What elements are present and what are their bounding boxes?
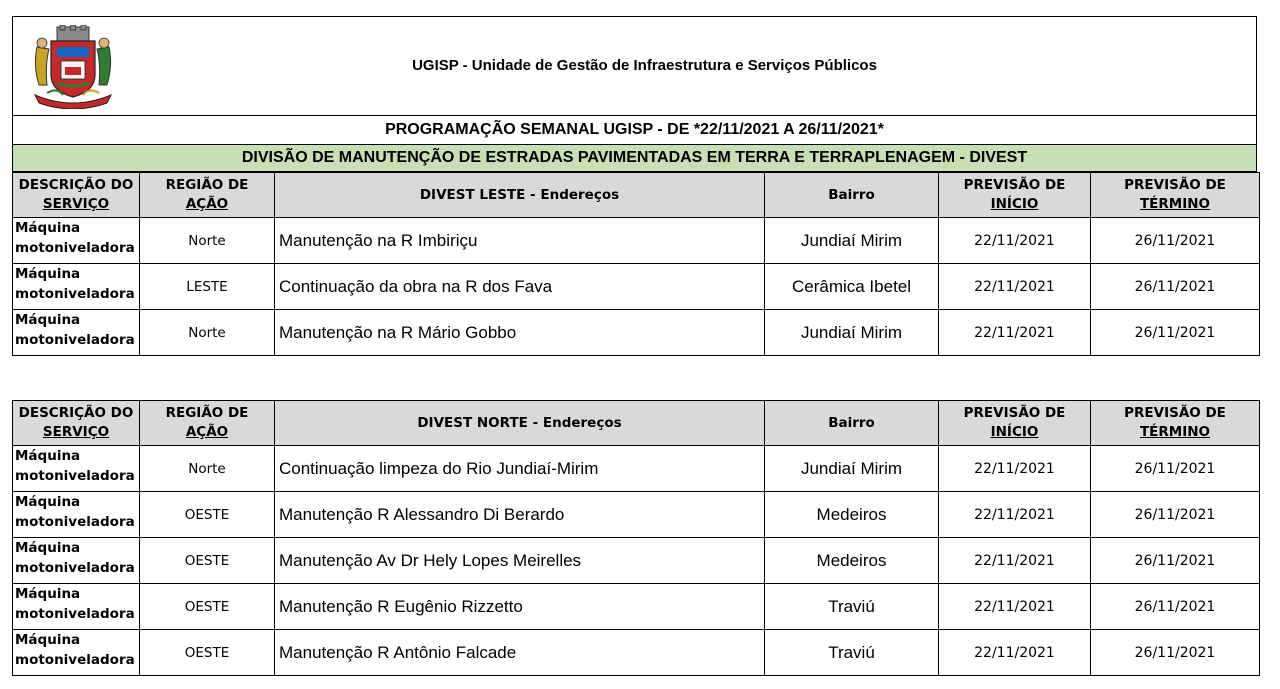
region-column-header: REGIÃO DE AÇÃO xyxy=(140,401,275,446)
end-date-cell: 26/11/2021 xyxy=(1091,538,1260,584)
bairro-cell: Traviú xyxy=(765,630,939,676)
bairro-cell: Medeiros xyxy=(765,538,939,584)
service-cell: Máquina motoniveladora xyxy=(13,538,140,584)
table-row xyxy=(13,310,1260,356)
region-cell: OESTE xyxy=(140,584,275,630)
divest-norte-table xyxy=(12,400,1260,676)
address-cell: Manutenção R Eugênio Rizzetto xyxy=(275,584,765,630)
start-date-cell: 22/11/2021 xyxy=(939,264,1091,310)
region-cell: Norte xyxy=(140,218,275,264)
start-date-cell: 22/11/2021 xyxy=(939,630,1091,676)
address-cell: Manutenção na R Mário Gobbo xyxy=(275,310,765,356)
end-date-cell: 26/11/2021 xyxy=(1091,630,1260,676)
address-cell: Continuação da obra na R dos Fava xyxy=(275,264,765,310)
address-cell: Manutenção R Antônio Falcade xyxy=(275,630,765,676)
service-cell: Máquina motoniveladora xyxy=(13,584,140,630)
table-row xyxy=(13,446,1260,492)
bairro-cell: Jundiaí Mirim xyxy=(765,218,939,264)
address-cell: Manutenção na R Imbiriçu xyxy=(275,218,765,264)
bairro-cell: Jundiaí Mirim xyxy=(765,310,939,356)
end-date-cell: 26/11/2021 xyxy=(1091,584,1260,630)
table-row xyxy=(13,492,1260,538)
service-cell: Máquina motoniveladora xyxy=(13,218,140,264)
bairro-cell: Cerâmica Ibetel xyxy=(765,264,939,310)
start-date-cell: 22/11/2021 xyxy=(939,538,1091,584)
table-row xyxy=(13,218,1260,264)
address-cell: Manutenção R Alessandro Di Berardo xyxy=(275,492,765,538)
address-column-header: DIVEST NORTE - Endereços xyxy=(275,401,765,446)
start-column-header: PREVISÃO DE INÍCIO xyxy=(939,173,1091,218)
start-date-cell: 22/11/2021 xyxy=(939,492,1091,538)
table-row xyxy=(13,264,1260,310)
region-cell: OESTE xyxy=(140,630,275,676)
service-cell: Máquina motoniveladora xyxy=(13,630,140,676)
end-column-header: PREVISÃO DE TÉRMINO xyxy=(1091,173,1260,218)
service-cell: Máquina motoniveladora xyxy=(13,492,140,538)
table-row xyxy=(13,584,1260,630)
end-column-header: PREVISÃO DE TÉRMINO xyxy=(1091,401,1260,446)
bairro-cell: Jundiaí Mirim xyxy=(765,446,939,492)
end-date-cell: 26/11/2021 xyxy=(1091,264,1260,310)
table-row xyxy=(13,630,1260,676)
address-cell: Manutenção Av Dr Hely Lopes Meirelles xyxy=(275,538,765,584)
service-cell: Máquina motoniveladora xyxy=(13,446,140,492)
start-date-cell: 22/11/2021 xyxy=(939,218,1091,264)
division-title: DIVISÃO DE MANUTENÇÃO DE ESTRADAS PAVIMENTADAS EM TERRA E TERRAPLENAGEM - DIVEST xyxy=(12,144,1257,172)
bairro-column-header: Bairro xyxy=(765,173,939,218)
service-cell: Máquina motoniveladora xyxy=(13,310,140,356)
region-cell: OESTE xyxy=(140,492,275,538)
end-date-cell: 26/11/2021 xyxy=(1091,446,1260,492)
start-date-cell: 22/11/2021 xyxy=(939,584,1091,630)
region-cell: Norte xyxy=(140,310,275,356)
bairro-cell: Traviú xyxy=(765,584,939,630)
region-cell: Norte xyxy=(140,446,275,492)
start-column-header: PREVISÃO DE INÍCIO xyxy=(939,401,1091,446)
address-cell: Continuação limpeza do Rio Jundiaí-Mirim xyxy=(275,446,765,492)
table-header-row xyxy=(13,173,1260,218)
org-title: UGISP - Unidade de Gestão de Infraestrutura e Serviços Públicos xyxy=(412,57,877,74)
region-column-header: REGIÃO DE AÇÃO xyxy=(140,173,275,218)
table-header-row xyxy=(13,401,1260,446)
bairro-column-header: Bairro xyxy=(765,401,939,446)
program-title: PROGRAMAÇÃO SEMANAL UGISP - DE *22/11/2021 A 26/11/2021* xyxy=(12,116,1257,144)
service-cell: Máquina motoniveladora xyxy=(13,264,140,310)
start-date-cell: 22/11/2021 xyxy=(939,310,1091,356)
service-column-header: DESCRIÇÃO DO SERVIÇO xyxy=(13,173,140,218)
end-date-cell: 26/11/2021 xyxy=(1091,310,1260,356)
table-row xyxy=(13,538,1260,584)
end-date-cell: 26/11/2021 xyxy=(1091,492,1260,538)
region-cell: OESTE xyxy=(140,538,275,584)
start-date-cell: 22/11/2021 xyxy=(939,446,1091,492)
end-date-cell: 26/11/2021 xyxy=(1091,218,1260,264)
region-cell: LESTE xyxy=(140,264,275,310)
bairro-cell: Medeiros xyxy=(765,492,939,538)
document-header xyxy=(12,16,1257,116)
service-column-header: DESCRIÇÃO DO SERVIÇO xyxy=(13,401,140,446)
divest-leste-table xyxy=(12,172,1260,356)
address-column-header: DIVEST LESTE - Endereços xyxy=(275,173,765,218)
